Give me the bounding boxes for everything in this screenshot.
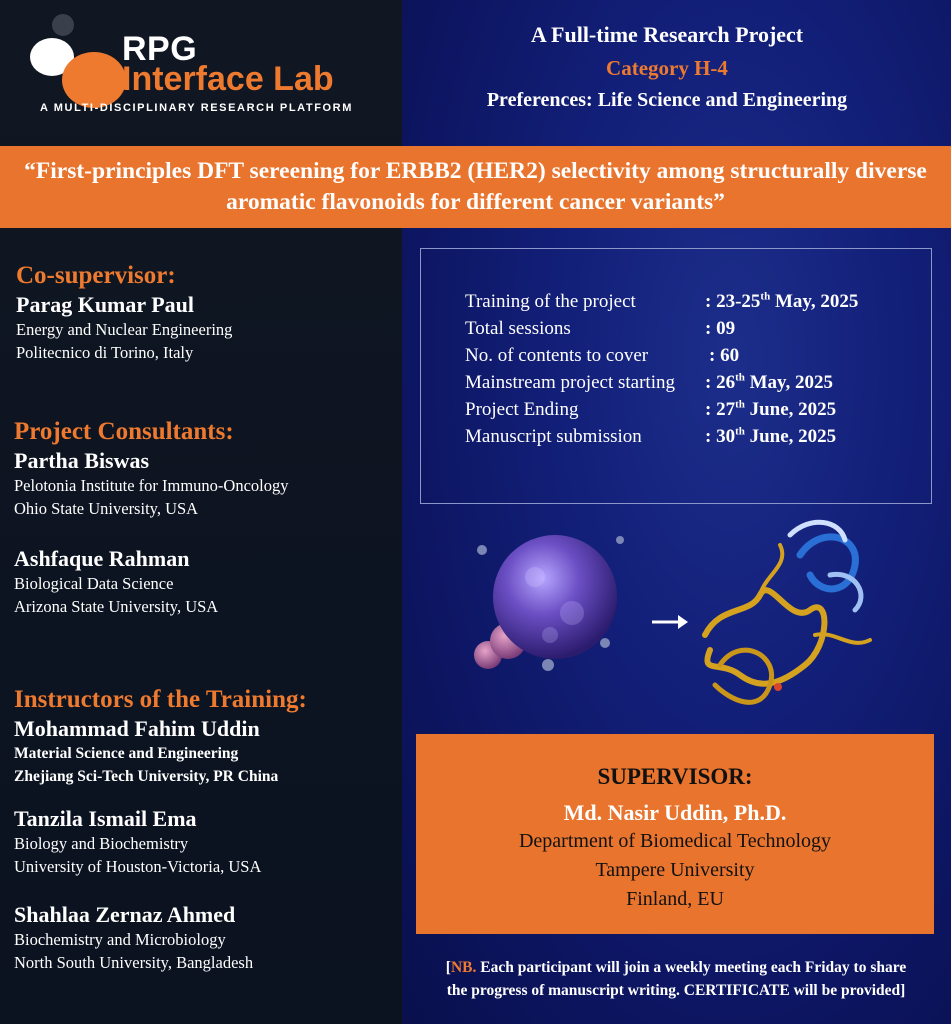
consultants-heading: Project Consultants: [14,418,234,445]
schedule-value: : 60 [709,345,740,366]
instructors-heading: Instructors of the Training: [14,686,307,713]
title-band [0,146,951,228]
project-header [402,22,932,112]
supervisor-heading: SUPERVISOR: [597,764,753,789]
supervisor-location: Finland, EU [626,888,724,910]
co-supervisor-aff1: Energy and Nuclear Engineering [16,320,233,339]
schedule-value-sup: th [735,372,745,384]
schedule-box [420,248,932,504]
schedule-value-post: June, 2025 [744,399,837,421]
co-supervisor-aff2: Politecnico di Torino, Italy [16,343,194,362]
illustration [460,515,930,715]
schedule-label: Manuscript submission [465,426,642,448]
supervisor-name: Md. Nasir Uddin, Ph.D. [563,800,787,825]
schedule-row [465,399,836,421]
schedule-row [465,426,836,448]
note-line1: Each participant will join a weekly meeting each Friday to share [476,959,907,976]
schedule-value: : 23-25 [705,291,761,313]
instructor-name: Shahlaa Zernaz Ahmed [14,902,236,927]
supervisor-box [416,734,934,934]
logo [26,24,386,124]
instructor-aff1: Biology and Biochemistry [14,834,189,853]
consultant-name: Partha Biswas [14,448,150,473]
her2-protein-icon [705,522,870,702]
logo-name-line2: Interface Lab [122,60,334,98]
logo-name-line1: RPG [122,30,198,68]
instructor-aff2: Zhejiang Sci-Tech University, PR China [14,768,279,785]
co-supervisor-heading: Co-supervisor: [16,262,176,289]
consultants-section [14,418,289,618]
project-preferences: Preferences: Life Science and Engineering [486,89,848,111]
instructor-aff2: North South University, Bangladesh [14,953,254,972]
schedule-label: Total sessions [465,318,571,339]
schedule-value-sup: th [735,426,745,438]
schedule-value-sup: th [760,291,771,303]
supervisor-university: Tampere University [595,859,755,881]
consultant-name: Ashfaque Rahman [14,546,190,571]
consultant-aff1: Biological Data Science [14,574,174,593]
schedule-value-sup: th [735,399,745,411]
instructor-aff1: Material Science and Engineering [14,745,239,762]
schedule-label: Training of the project [465,291,636,313]
instructor-name: Tanzila Ismail Ema [14,806,197,831]
schedule-label: Project Ending [465,399,579,421]
note-nb: NB. [450,959,477,976]
supervisor-department: Department of Biomedical Technology [518,830,832,852]
cancer-cell-icon [474,535,624,671]
schedule-row [465,318,735,340]
consultant-aff2: Arizona State University, USA [14,597,219,616]
note-line2: the progress of manuscript writing. CERTIFICATE will be provided] [446,982,906,999]
logo-tagline: A MULTI-DISCIPLINARY RESEARCH PLATFORM [40,102,353,114]
schedule-value-post: May, 2025 [770,291,859,313]
project-category: Category H-4 [606,56,728,80]
co-supervisor-section [14,262,232,364]
schedule-label: Mainstream project starting [465,372,675,394]
schedule-value: : 27 [705,399,736,421]
consultant-aff2: Ohio State University, USA [14,499,199,518]
instructor-aff2: University of Houston-Victoria, USA [14,857,262,876]
schedule-value-post: June, 2025 [744,426,837,448]
schedule-row [465,372,833,394]
schedule-row [465,345,739,367]
note-bracket: [ [445,959,451,976]
project-type: A Full-time Research Project [530,22,804,47]
schedule-value: : 30 [705,426,736,448]
schedule-value: : 26 [705,372,736,394]
instructors-section [14,686,307,974]
logo-dot-orange [62,52,126,108]
co-supervisor-name: Parag Kumar Paul [16,292,195,317]
instructor-name: Mohammad Fahim Uddin [14,716,260,741]
arrow-right-icon [652,615,688,629]
schedule-row [465,291,858,313]
schedule-value: : 09 [705,318,736,339]
project-title: “First-principles DFT sereening for ERBB2 (HER2) selectivity among structurally diverse aromatic flavonoids for different cancer variants” [24,158,927,215]
logo-dot-grey [52,14,74,36]
consultant-aff1: Pelotonia Institute for Immuno-Oncology [14,476,289,495]
schedule-label: No. of contents to cover [465,345,649,366]
instructor-aff1: Biochemistry and Microbiology [14,930,226,949]
note [406,956,946,1002]
schedule-value-post: May, 2025 [744,372,833,394]
